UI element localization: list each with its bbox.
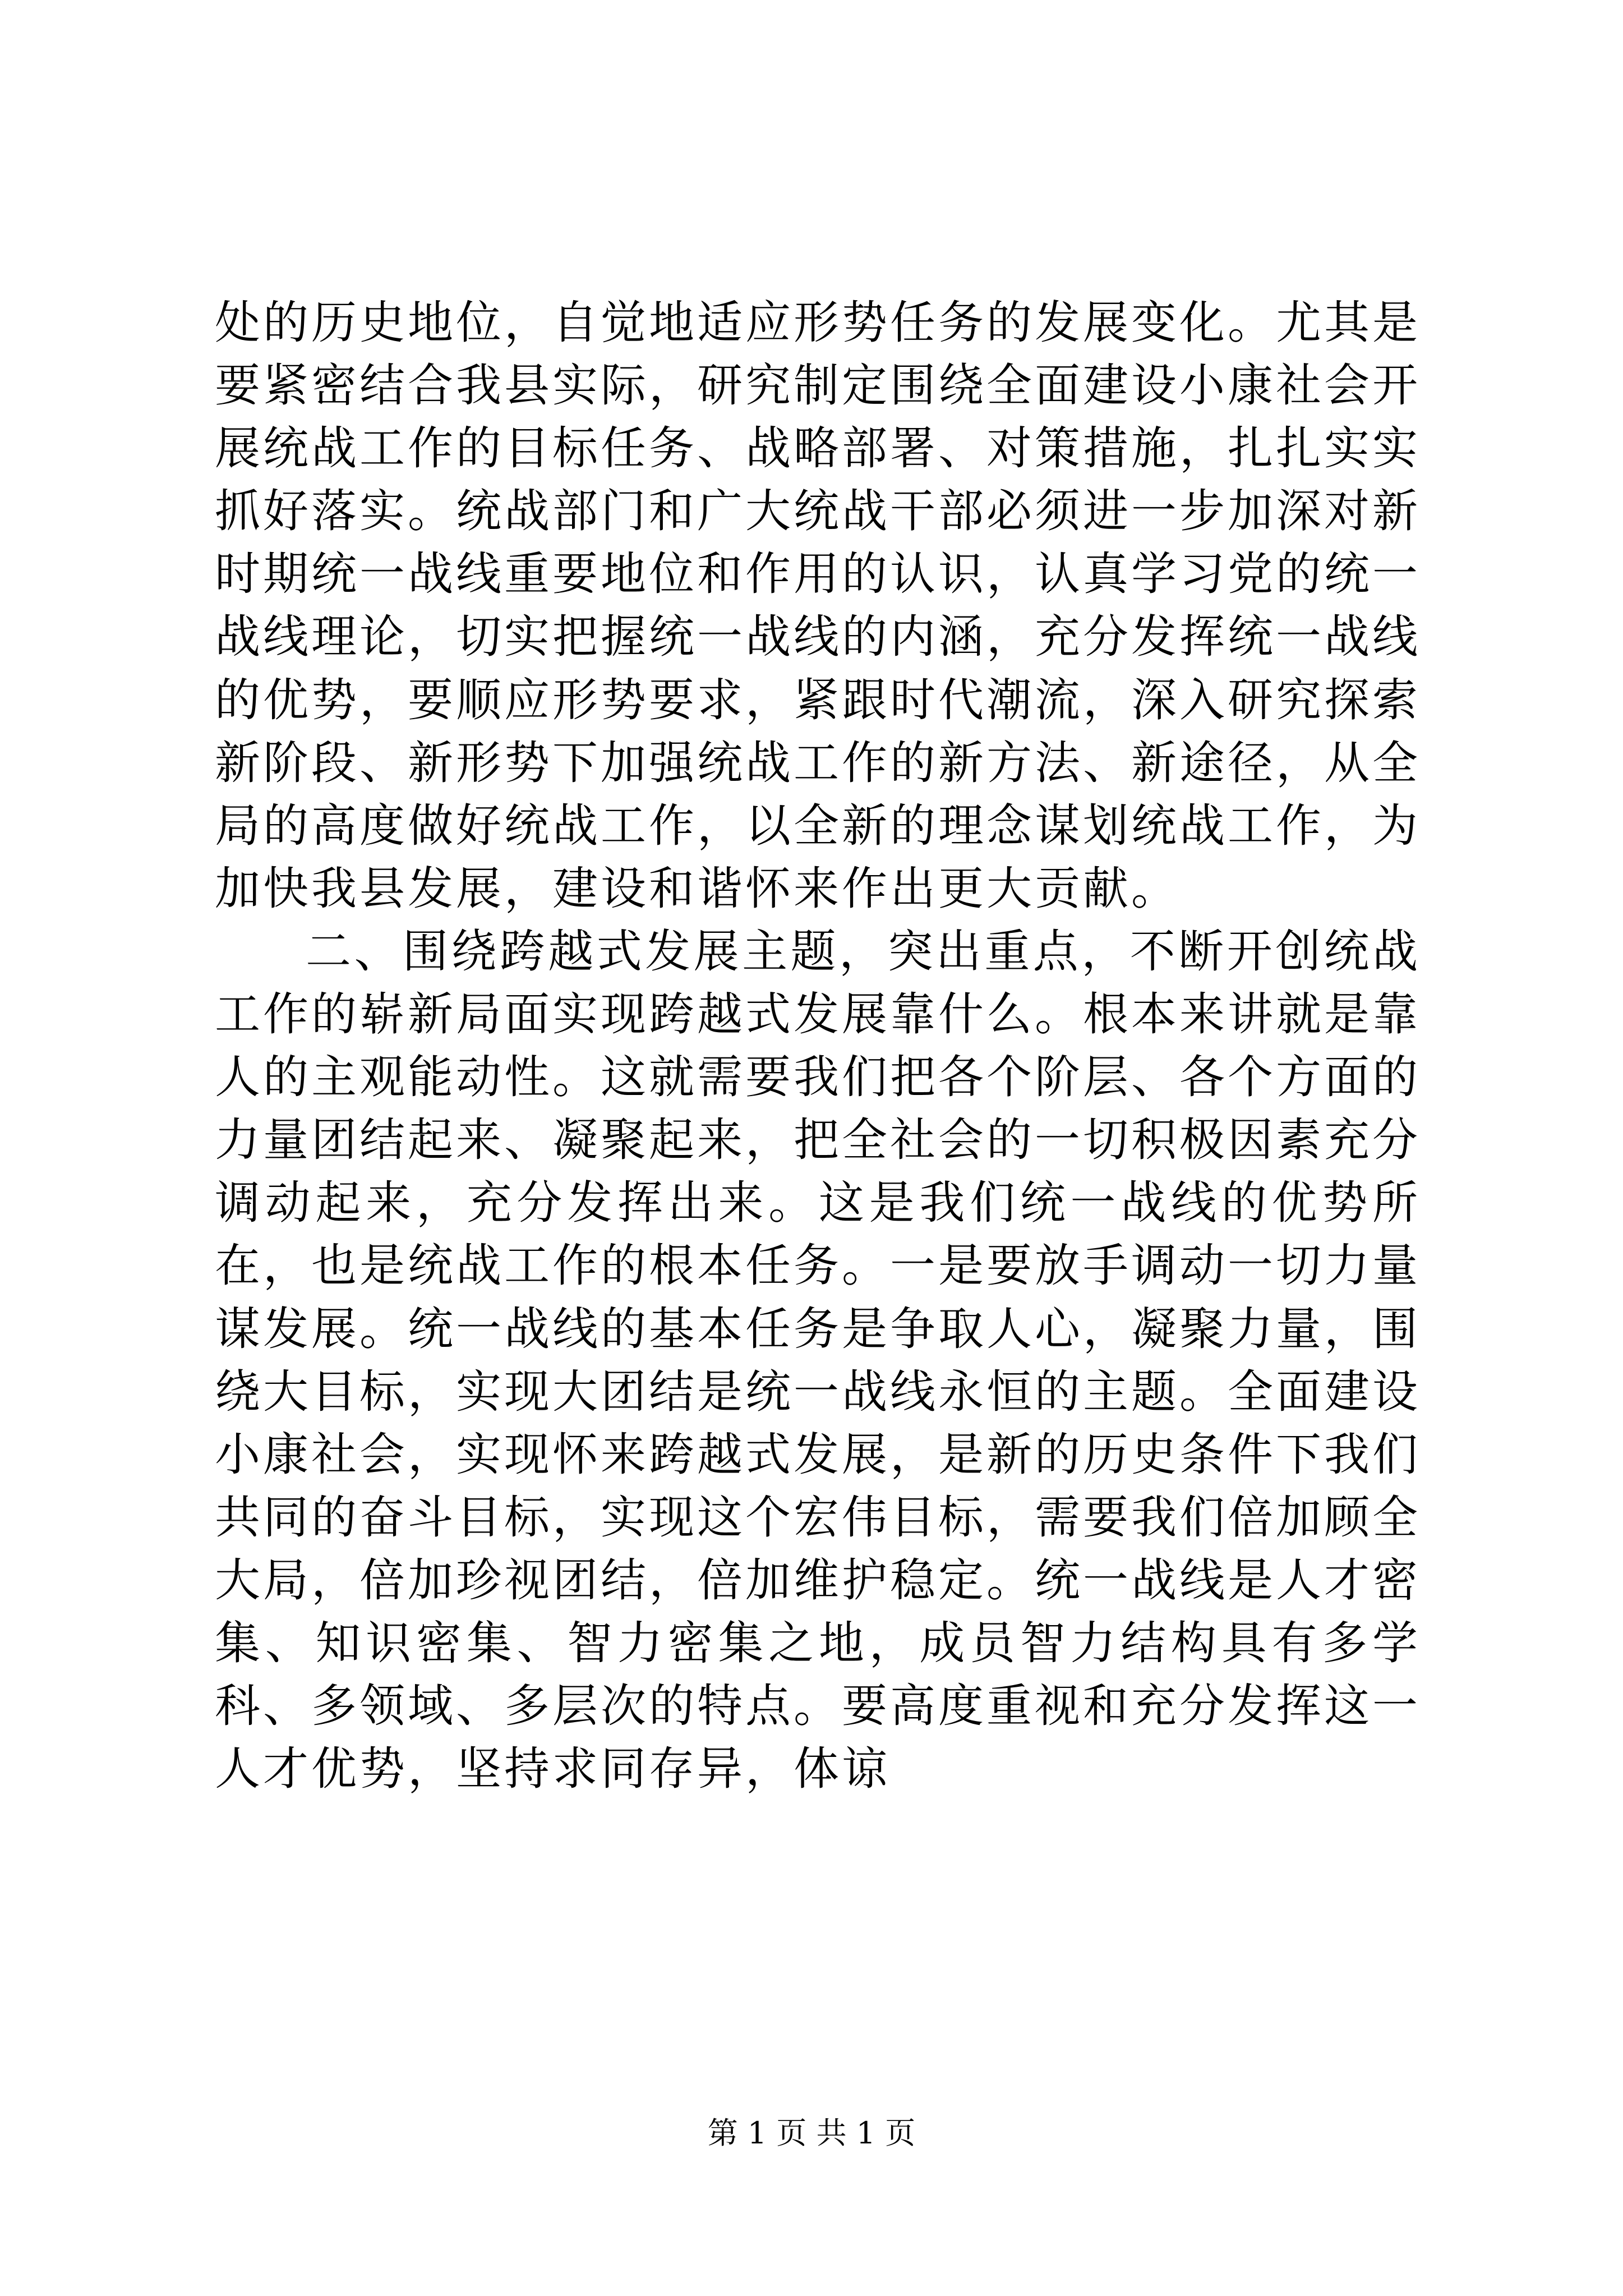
document-body bbox=[215, 292, 1421, 1801]
paragraph-1: 处的历史地位，自觉地适应形势任务的发展变化。尤其是要紧密结合我县实际，研究制定围绕全面建设小康社会开展统战工作的目标任务、战略部署、对策措施，扎扎实实抓好落实。统战部门和广大统战干部必须进一步加深对新时期统一战线重要地位和作用的认识，认真学习党的统一战线理论，切实把握统一战线的内涵，充分发挥统一战线的优势，要顺应形势要求，紧跟时代潮流，深入研究探索新阶段、新形势下加强统战工作的新方法、新途径，从全局的高度做好统战工作，以全新的理念谋划统战工作，为加快我县发展，建设和谐怀来作出更大贡献。 bbox=[215, 297, 1421, 915]
page-number-label: 第 1 页 共 1 页 bbox=[707, 2115, 916, 2151]
page-footer bbox=[0, 2114, 1623, 2153]
paragraph-2: 二、围绕跨越式发展主题，突出重点，不断开创统战工作的崭新局面实现跨越式发展靠什么。根本来讲就是靠人的主观能动性。这就需要我们把各个阶层、各个方面的力量团结起来、凝聚起来，把全社会的一切积极因素充分调动起来，充分发挥出来。这是我们统一战线的优势所在，也是统战工作的根本任务。一是要放手调动一切力量谋发展。统一战线的基本任务是争取人心，凝聚力量，围绕大目标，实现大团结是统一战线永恒的主题。全面建设小康社会，实现怀来跨越式发展，是新的历史条件下我们共同的奋斗目标，实现这个宏伟目标，需要我们倍加顾全大局，倍加珍视团结，倍加维护稳定。统一战线是人才密集、知识密集、智力密集之地，成员智力结构具有多学科、多领域、多层次的特点。要高度重视和充分发挥这一人才优势，坚持求同存异，体谅 bbox=[215, 925, 1421, 1796]
